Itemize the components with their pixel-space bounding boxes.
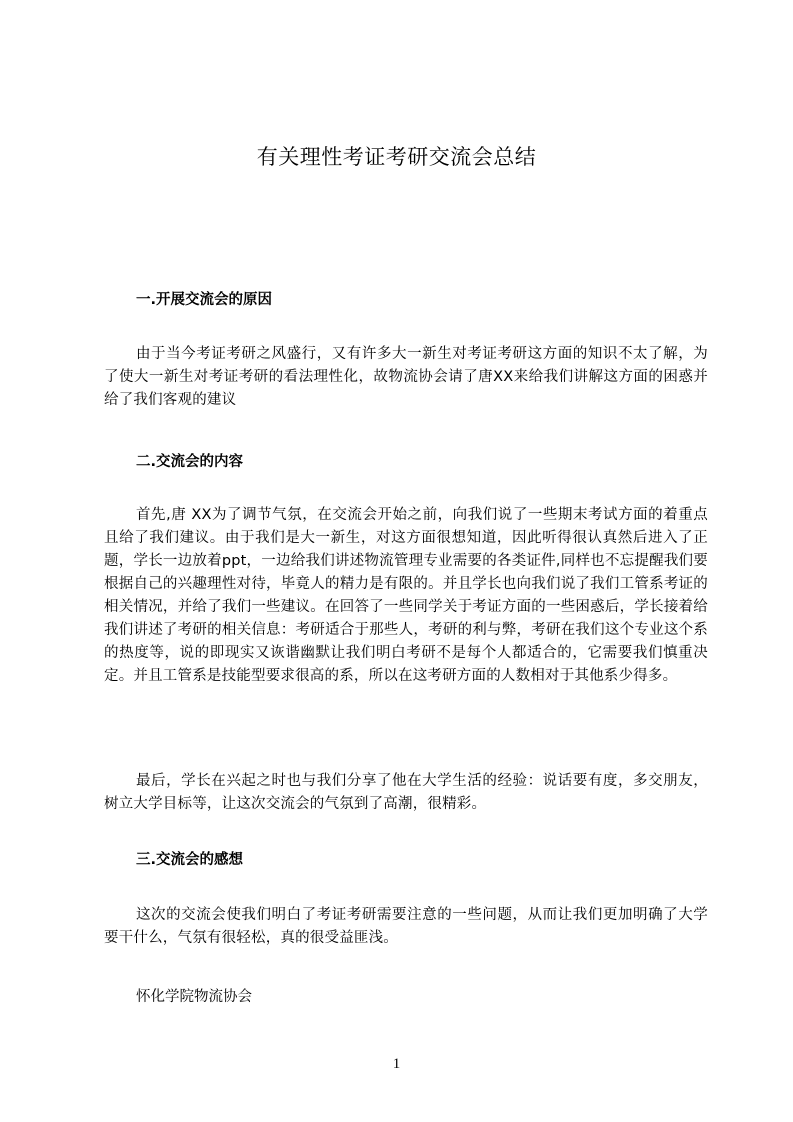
paragraph-content-main: 首先,唐 XX为了调节气氛，在交流会开始之前，向我们说了一些期末考试方面的着重点且给了我们建议。由于我们是大一新生，对这方面很想知道，因此听得很认真然后进入了正题，学长一边放着ppt，一边给我们讲述物流管理专业需要的各类证件,同样也不忘提醒我们要根据自己的兴趣理性对待，毕竟人的精力是有限的。并且学长也向我们说了我们工管系考证的相关情况，并给了我们一些建议。在回答了一些同学关于考证方面的一些困惑后，学长接着给我们讲述了考研的相关信息：考研适合于那些人，考研的利与弊，考研在我们这个专业这个系的热度等，说的即现实又诙谐幽默让我们明白考研不是每个人都适合的，它需要我们慎重决定。并且工管系是技能型要求很高的系，所以在这考研方面的人数相对于其他系少得多。: [104, 507, 708, 684]
section-heading-content: 二.交流会的内容: [136, 454, 244, 470]
section-heading-reason: 一.开展交流会的原因: [136, 292, 273, 308]
signature: 怀化学院物流协会: [136, 989, 252, 1005]
paragraph-thoughts: 这次的交流会使我们明白了考证考研需要注意的一些问题，从而让我们更加明确了大学要干什么，气氛有很轻松，真的很受益匪浅。: [104, 907, 708, 946]
paragraph-reason: 由于当今考证考研之风盛行，又有许多大一新生对考证考研这方面的知识不太了解，为了使大一新生对考证考研的看法理性化，故物流协会请了唐XX来给我们讲解这方面的困惑并给了我们客观的建议: [104, 346, 708, 408]
page-number: 1: [392, 1056, 401, 1072]
section-heading-thoughts: 三.交流会的感想: [136, 852, 244, 868]
document-title: 有关理性考证考研交流会总结: [256, 145, 537, 169]
paragraph-content-finally: 最后，学长在兴起之时也与我们分享了他在大学生活的经验：说话要有度，多交朋友，树立大学目标等，让这次交流会的气氛到了高潮，很精彩。: [104, 773, 708, 812]
